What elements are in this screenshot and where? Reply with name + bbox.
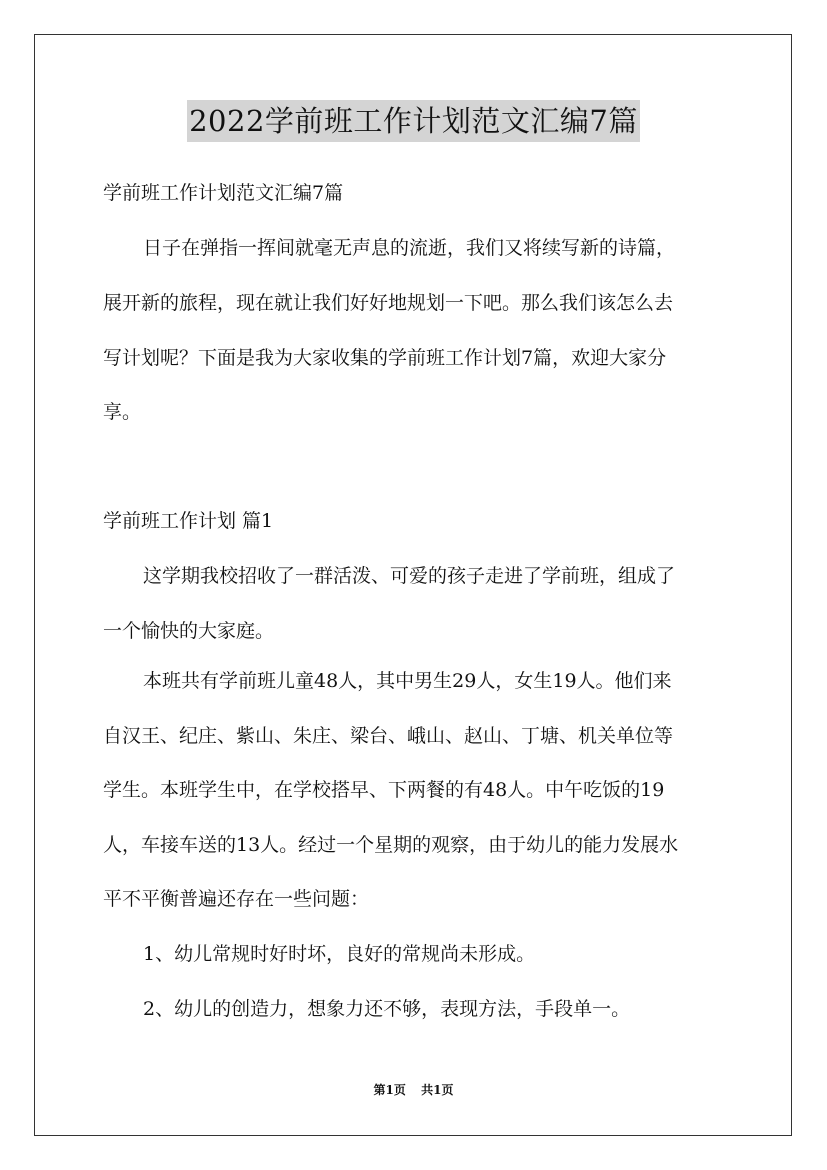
intro-paragraph-line: 日子在弹指一挥间就毫无声息的流逝，我们又将续写新的诗篇，: [143, 237, 676, 259]
intro-paragraph-line: 享。: [103, 401, 142, 423]
intro-paragraph-line: 写计划呢？下面是我为大家收集的学前班工作计划7篇，欢迎大家分: [103, 347, 667, 369]
document-title: 2022学前班工作计划范文汇编7篇: [187, 100, 640, 142]
title-container: [0, 100, 827, 142]
body-paragraph-line: 一个愉快的大家庭。: [103, 620, 275, 642]
body-paragraph-line: 本班共有学前班儿童48人，其中男生29人，女生19人。他们来: [143, 670, 672, 692]
intro-paragraph-line: 展开新的旅程，现在就让我们好好地规划一下吧。那么我们该怎么去: [103, 292, 674, 314]
page-footer: [0, 1082, 827, 1098]
body-paragraph-line: 平不平衡普遍还存在一些问题：: [103, 888, 370, 910]
body-paragraph-line: 人，车接车送的13人。经过一个星期的观察，由于幼儿的能力发展水: [103, 834, 679, 856]
body-paragraph-line: 自汉王、纪庄、紫山、朱庄、梁台、峨山、赵山、丁塘、机关单位等: [103, 725, 674, 747]
section-heading: 学前班工作计划 篇1: [103, 510, 274, 532]
list-item: 1、幼儿常规时好时坏，良好的常规尚未形成。: [143, 943, 536, 965]
page-total: 共1页: [421, 1083, 454, 1097]
body-paragraph-line: 这学期我校招收了一群活泼、可爱的孩子走进了学前班，组成了: [143, 565, 676, 587]
body-paragraph-line: 学生。本班学生中，在学校搭早、下两餐的有48人。中午吃饭的19: [103, 779, 665, 801]
subtitle-line: 学前班工作计划范文汇编7篇: [103, 182, 344, 204]
page-number: 第1页: [373, 1083, 406, 1097]
list-item: 2、幼儿的创造力，想象力还不够，表现方法，手段单一。: [143, 998, 631, 1020]
